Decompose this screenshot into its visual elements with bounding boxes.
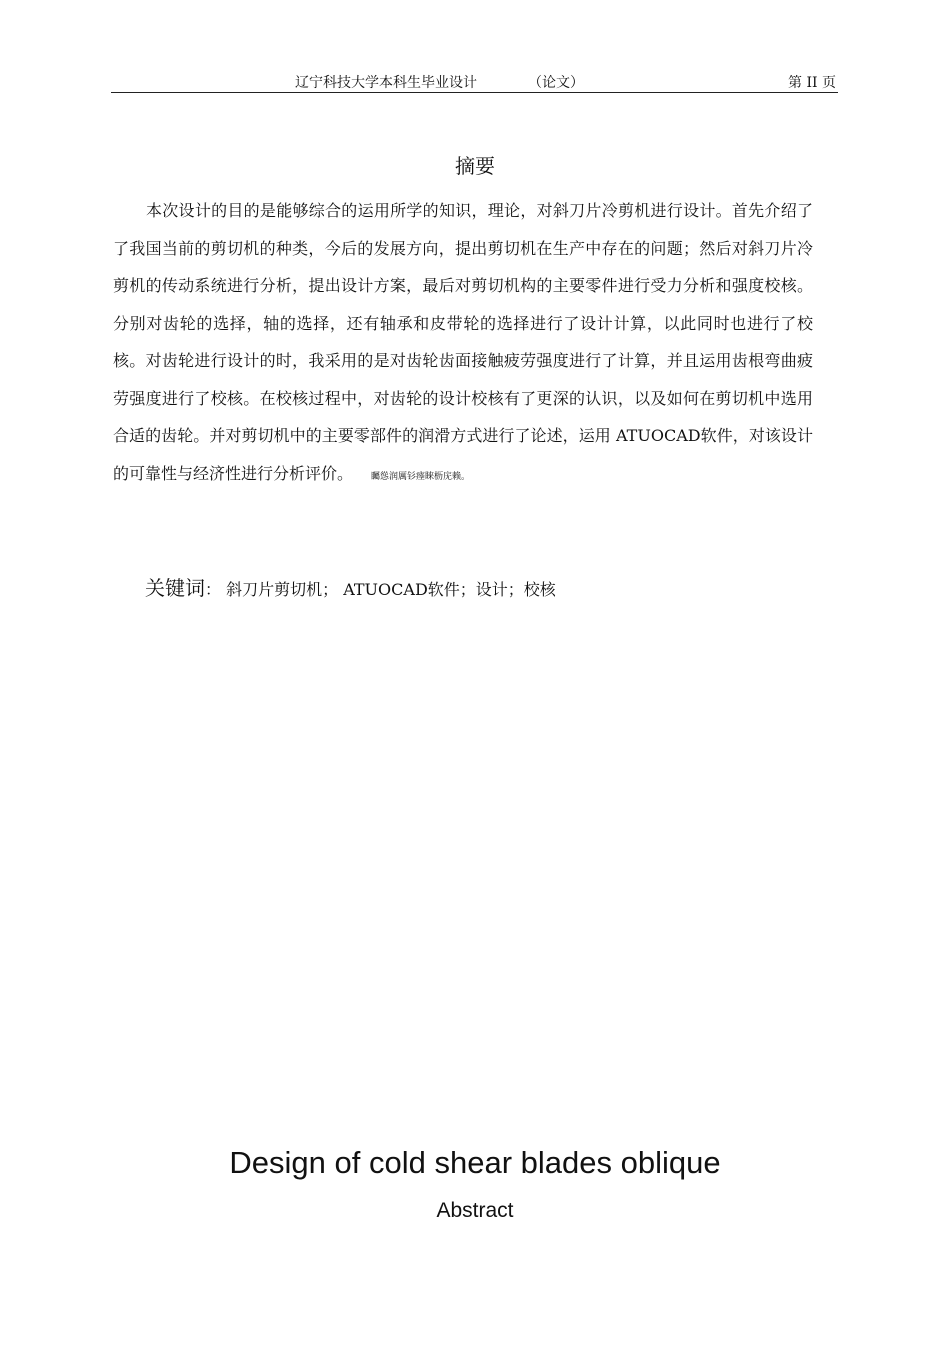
english-title: Design of cold shear blades oblique xyxy=(229,1145,721,1180)
keywords-values: 斜刀片剪切机； ATUOCAD软件；设计；校核 xyxy=(226,580,556,599)
header-document-type: （论文） xyxy=(528,75,584,91)
abstract-tiny-note: 矚慫润厲钐瘗睞枥庑赖。 xyxy=(371,471,471,482)
keywords-label: 关键词 xyxy=(145,576,205,600)
abstract-body xyxy=(113,192,813,496)
keywords-line xyxy=(145,572,556,601)
header-school-name: 辽宁科技大学本科生毕业设计 xyxy=(295,75,477,91)
abstract-title: 摘要 xyxy=(455,154,495,178)
page-header xyxy=(111,64,838,93)
header-page-number: 第 II 页 xyxy=(788,75,836,91)
english-abstract-heading: Abstract xyxy=(436,1199,514,1222)
keywords-separator: ： xyxy=(205,580,222,599)
abstract-text: 本次设计的目的是能够综合的运用所学的知识，理论，对斜刀片冷剪机进行设计。首先介绍了了我国当前的剪切机的种类，今后的发展方向，提出剪切机在生产中存在的问题；然后对斜刀片冷剪机的传动系统进行分析，提出设计方案，最后对剪切机构的主要零件进行受力分析和强度校核。分别对齿轮的选择，轴的选择，还有轴承和皮带轮的选择进行了设计计算，以此同时也进行了校核。对齿轮进行设计的时，我采用的是对齿轮齿面接触疲劳强度进行了计算，并且运用齿根弯曲疲劳强度进行了校核。在校核过程中，对齿轮的设计校核有了更深的认识，以及如何在剪切机中选用合适的齿轮。并对剪切机中的主要零部件的润滑方式进行了论述，运用 ATUOCAD软件，对该设计的可靠性与经济性进行分析评价。 xyxy=(113,201,813,483)
